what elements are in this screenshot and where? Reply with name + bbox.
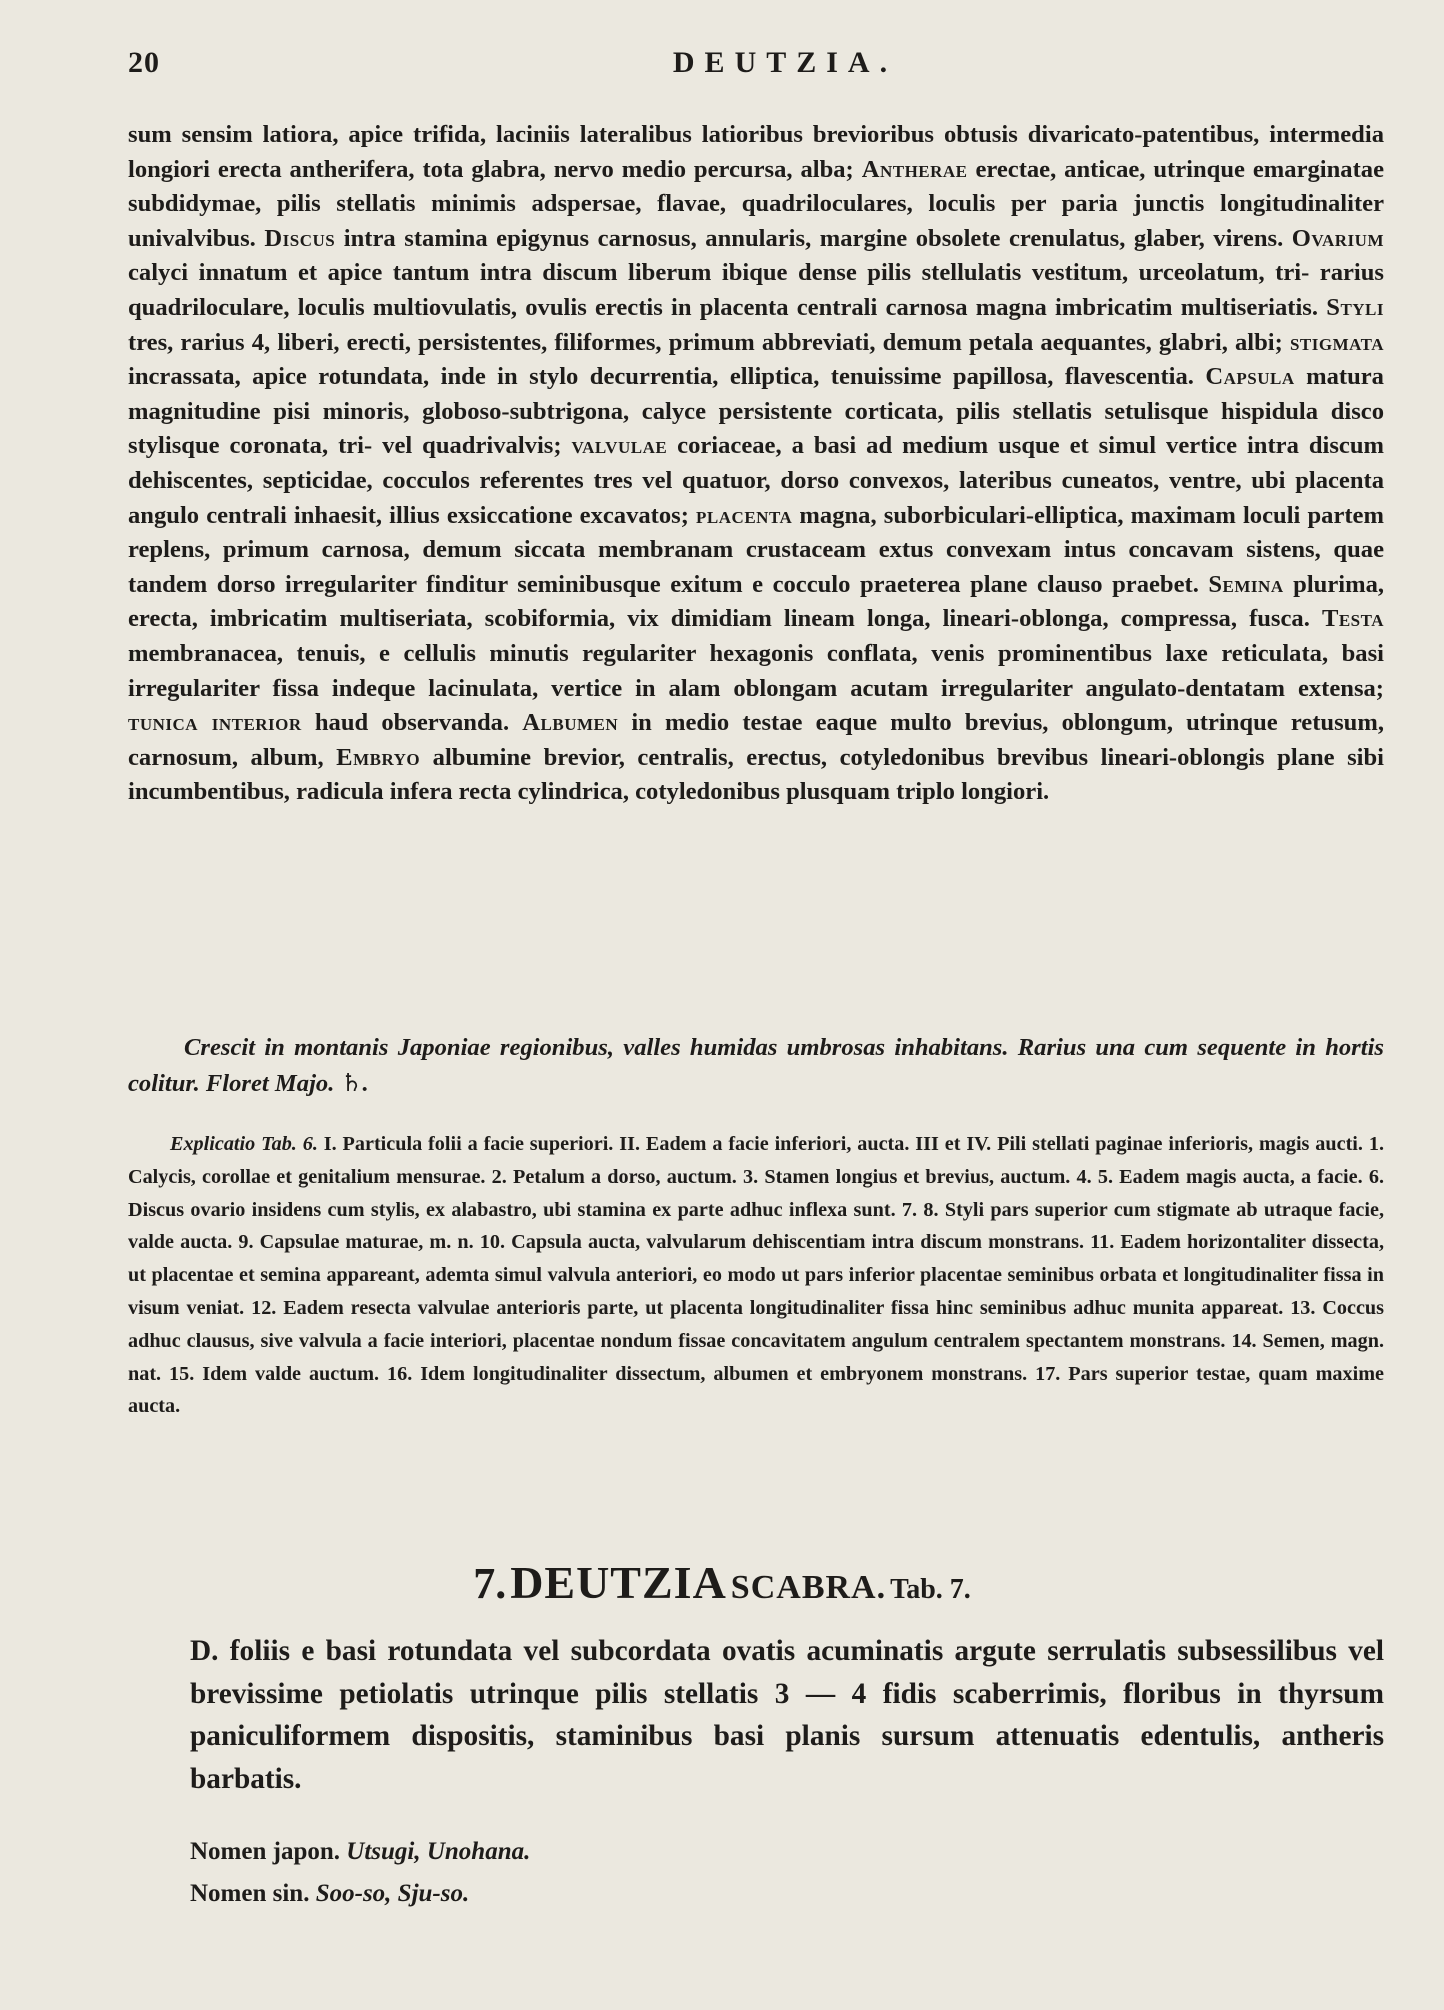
term-capsula: Capsula: [1205, 363, 1295, 391]
description-segment: incrassata, apice rotundata, inde in stylo decurrentia, elliptica, tenuissime papillosa, flavescentia.: [128, 363, 1194, 391]
term-embryo: Embryo: [336, 743, 421, 771]
plate-explanation-lead: Explicatio Tab. 6.: [170, 1133, 318, 1155]
vernacular-names: Utsugi, Unohana.: [346, 1838, 531, 1865]
species-number: 7.: [473, 1559, 507, 1608]
description-segment: haud observanda.: [314, 709, 510, 737]
description-segment: magna, suborbiculari-elliptica, maximam loculi partem replens, primum carnosa, demum siccata membranam crustaceam extus convexam intus concavam sistens, quae tandem dorso irregulariter finditur seminibusque exitum e cocculo praeterea plane clauso praebet.: [128, 501, 1384, 598]
description-segment: tres, rarius 4, liberi, erecti, persistentes, filiformes, primum abbreviati, demum petala aequantes, glabri, albi;: [128, 328, 1283, 356]
plate-explanation: [128, 1128, 1384, 1423]
term-placenta: placenta: [696, 501, 793, 529]
description-segment: intra stamina epigynus carnosus, annularis, margine obsolete crenulatus, glaber, virens.: [343, 224, 1284, 252]
term-albumen: Albumen: [522, 709, 619, 737]
vernacular-japanese: [190, 1838, 530, 1866]
term-semina: Semina: [1208, 570, 1284, 598]
description-segment: membranacea, tenuis, e cellulis minutis regulariter hexagonis conflata, venis prominentibus laxe reticulata, basi irregulariter fissa indeque lacinulata, vertice in alam oblongam acutam irregulariter angulato-dentatam extensa;: [128, 639, 1384, 702]
term-testa: Testa: [1321, 605, 1384, 633]
plate-explanation-text: I. Particula folii a facie superiori. II. Eadem a facie inferiori, aucta. III et IV. Pili stellati paginae inferioris, magis aucti. 1. Calycis, corollae et genitalium mensurae. 2. Petalum a dorso, auctum. 3. Stamen longius et brevius, auctum. 4. 5. Eadem magis aucta, a facie. 6. Discus ovario insidens cum stylis, ex alabastro, ubi stamina ex parte adhuc inflexa sunt. 7. 8. Styli pars superior cum stigmate ab utraque facie, valde aucta. 9. Capsulae maturae, m. n. 10. Capsula aucta, valvularum dehiscentiam intra discum monstrans. 11. Eadem horizontaliter dissecta, ut placentae et semina appareant, ademta simul valvula anteriori, eo modo ut pars inferior placentae seminibus orbata et longitudinaliter fissa in visum veniat. 12. Eadem resecta valvulae anterioris parte, ut placenta longitudinaliter fissa hinc seminibus adhuc munita appareat. 13. Coccus adhuc clausus, sive valvula a facie interiori, placentae nondum fissae concavitatem angulum centralem spectantem monstrans. 14. Semen, magn. nat. 15. Idem valde auctum. 16. Idem longitudinaliter dissectum, albumen et embryonem monstrans. 17. Pars superior testae, quam maxime aucta.: [128, 1133, 1384, 1418]
species-diagnosis: D. foliis e basi rotundata vel subcordata ovatis acuminatis argute serrulatis subsessilibus vel brevissime petiolatis utrinque pilis stellatis 3 — 4 fidis scaberrimis, floribus in thyrsum paniculiformem dispositis, staminibus basi planis sursum attenuatis edentulis, antheris barbatis.: [190, 1635, 1384, 1795]
species-heading: [0, 1556, 1444, 1609]
description-segment: plurima, erecta, imbricatim multiseriata, scobiformia, vix dimidiam lineam longa, lineari-oblonga, compressa, fusca.: [128, 570, 1385, 633]
description-segment: albumine brevior, centralis, erectus, cotyledonibus brevibus lineari-oblongis plane sibi incumbentibus, radicula infera recta cylindrica, cotyledonibus plusquam triplo longiori.: [128, 743, 1384, 806]
description-segment: matura magnitudine pisi minoris, globoso-subtrigona, calyce persistente corticata, pilis stellatis setulisque hispidula disco stylisque coronata, tri- vel quadrivalvis;: [128, 363, 1384, 460]
term-stigmata: stigmata: [1289, 328, 1385, 356]
habitat-note: Crescit in montanis Japoniae regionibus, valles humidas umbrosas inhabitans. Rarius una cum sequente in hortis colitur. Floret Majo. ♄.: [128, 1034, 1384, 1097]
species-plate-ref: Tab. 7.: [890, 1574, 971, 1605]
term-tunica-interior: tunica interior: [128, 709, 302, 737]
description-segment: coriaceae, a basi ad medium usque et simul vertice intra discum dehiscentes, septicidae, cocculos referentes tres vel quatuor, dorso convexos, lateribus cuneatos, ventre, ubi placenta angulo centrali inhaesit, illius exsiccatione excavatos;: [128, 432, 1384, 529]
term-styli: Styli: [1326, 293, 1385, 321]
description-segment: sum sensim latiora, apice trifida, laciniis lateralibus latioribus brevioribus obtusis divaricato-patentibus, intermedia longiori erecta antherifera, tota glabra, nervo medio percursa, alba;: [128, 121, 1384, 183]
description-segment: calyci innatum et apice tantum intra discum liberum ibique dense pilis stellulatis vestitum, urceolatum, tri- rarius quadriloculare, loculis multiovulatis, ovulis erectis in placenta centrali carnosa magna imbricatim multiseriatis.: [128, 259, 1384, 321]
vernacular-label: Nomen sin.: [190, 1880, 310, 1907]
vernacular-names: Soo-so, Sju-so.: [315, 1880, 470, 1907]
term-discus: Discus: [264, 224, 336, 252]
running-head: [120, 46, 1390, 80]
description-segment: erectae, anticae, utrinque emarginatae subdidymae, pilis stellatis minimis adspersae, flavae, quadriloculares, loculis per paria junctis longitudinaliter univalvibus.: [128, 155, 1384, 252]
term-valvulae: valvulae: [571, 432, 668, 460]
description-text: [128, 118, 1384, 810]
term-ovarium: Ovarium: [1291, 224, 1384, 252]
species-epithet: SCABRA.: [730, 1569, 887, 1606]
vernacular-chinese: [190, 1880, 469, 1908]
running-title: DEUTZIA.: [672, 46, 898, 79]
term-antherae: Antherae: [861, 155, 968, 183]
vernacular-label: Nomen japon.: [190, 1838, 341, 1865]
species-genus: DEUTZIA: [510, 1557, 727, 1608]
description-segment: in medio testae eaque multo brevius, oblongum, utrinque retusum, carnosum, album,: [128, 709, 1384, 771]
page-number: 20: [128, 46, 160, 79]
